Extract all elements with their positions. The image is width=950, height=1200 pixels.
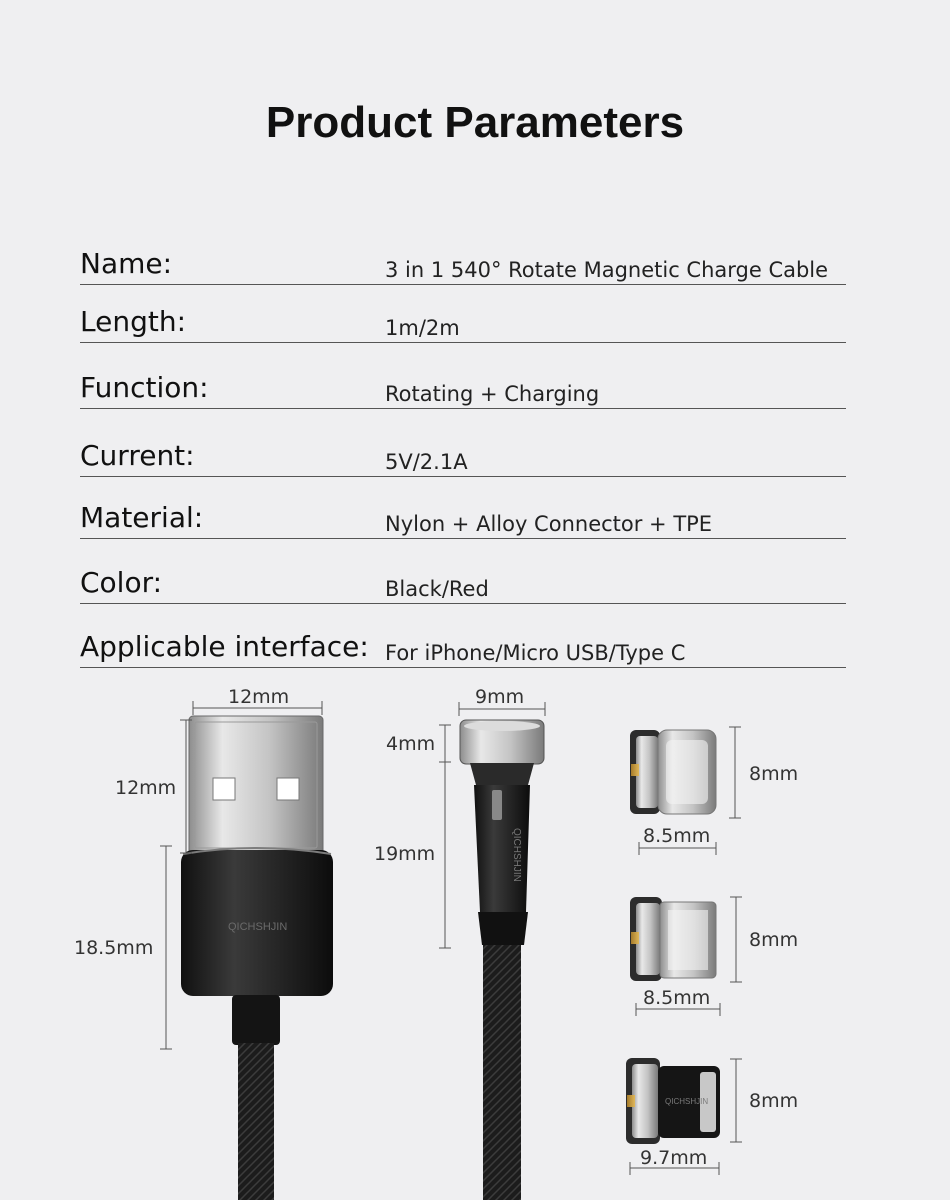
magnetic-head [460,720,544,1200]
param-value: For iPhone/Micro USB/Type C [385,641,686,665]
page-title: Product Parameters [265,98,685,147]
tip2-height-dim: 8mm [749,929,799,951]
param-value: Nylon + Alloy Connector + TPE [385,512,713,536]
param-value: Black/Red [385,577,489,601]
head-brand-label: QICHSHJIN [511,828,522,882]
tip-type-c [630,730,716,814]
tip-micro-usb [630,897,716,981]
head-width-dim: 9mm [475,686,525,708]
param-value: 1m/2m [385,316,460,340]
tip1-height-dim: 8mm [749,763,799,785]
tip3-height-dim: 8mm [749,1090,799,1112]
param-label: Material: [80,501,204,534]
usb-metal-height-dim: 12mm [115,777,177,799]
tip2-width-dim: 8.5mm [643,987,711,1009]
param-label: Length: [80,305,187,338]
param-label: Name: [80,247,173,280]
head-cap-height-dim: 4mm [386,733,436,755]
tip3-width-dim: 9.7mm [640,1147,708,1169]
usb-brand-label: QICHSHJIN [228,921,288,933]
param-label: Color: [80,566,163,599]
usb-body-height-dim: 18.5mm [74,937,154,959]
param-label: Current: [80,439,195,472]
param-value: 5V/2.1A [385,450,468,474]
param-label: Function: [80,371,209,404]
tip1-width-dim: 8.5mm [643,825,711,847]
usb-width-dim: 12mm [228,686,290,708]
head-body-height-dim: 19mm [374,843,436,865]
param-value: Rotating + Charging [385,382,600,406]
tip3-brand-label: QICHSHJIN [665,1097,709,1106]
param-value: 3 in 1 540° Rotate Magnetic Charge Cable [385,258,829,282]
usb-a-connector [181,716,333,1200]
param-label: Applicable interface: [80,630,369,663]
